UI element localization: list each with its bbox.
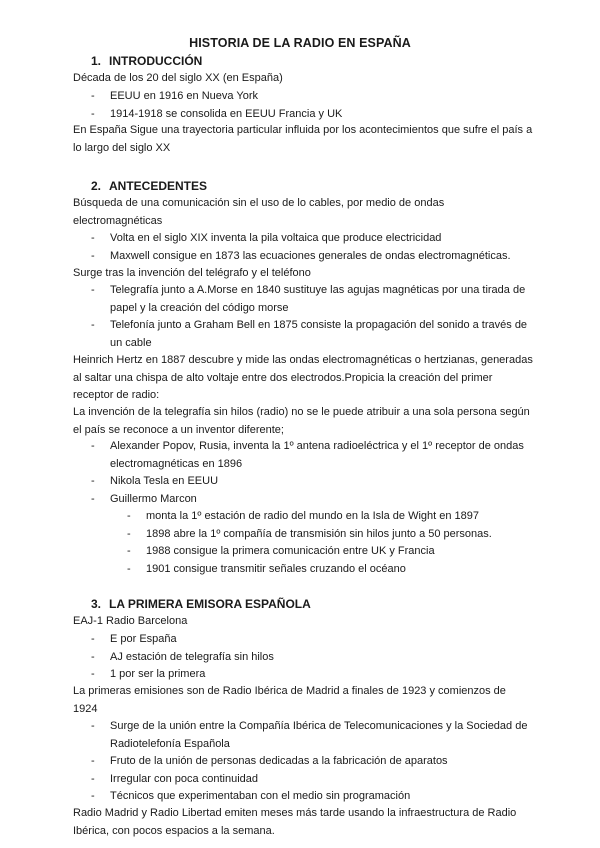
list-item: - 1 por ser la primera: [91, 666, 536, 684]
list-item: - 1914-1918 se consolida en EEUU Francia y UK: [91, 106, 536, 124]
section-3-paragraph-3: Radio Madrid y Radio Libertad emiten meses más tarde usando la infraestructura de Radio Ibérica, con pocos espacios a la semana.: [73, 807, 517, 837]
section-2-heading: [91, 179, 207, 193]
section-3-paragraph-1: EAJ-1 Radio Barcelona: [73, 615, 188, 627]
section-1-paragraph-1: Década de los 20 del siglo XX (en España): [73, 72, 283, 84]
section-2-list-3: [91, 438, 536, 508]
list-item: - Irregular con poca continuidad: [91, 771, 536, 789]
marconi-sublist: [127, 508, 537, 578]
list-item: - Telefonía junto a Graham Bell en 1875 consiste la propagación del sonido a través de un cable: [91, 317, 536, 352]
section-1-heading: [91, 54, 202, 68]
list-item: - Fruto de la unión de personas dedicadas a la fabricación de aparatos: [91, 753, 536, 771]
section-1-title: INTRODUCCIÓN: [109, 54, 203, 68]
list-item: - E por España: [91, 631, 536, 649]
document-title: HISTORIA DE LA RADIO EN ESPAÑA: [189, 36, 411, 50]
list-item: - 1988 consigue la primera comunicación entre UK y Francia: [127, 543, 537, 561]
section-3-list-1: [91, 631, 536, 684]
list-item: - monta la 1º estación de radio del mundo en la Isla de Wight en 1897: [127, 508, 537, 526]
list-item: - Telegrafía junto a A.Morse en 1840 sustituye las agujas magnéticas por una tirada de papel y la creación del código morse: [91, 282, 536, 317]
list-item: - AJ estación de telegrafía sin hilos: [91, 649, 536, 667]
list-item: - Alexander Popov, Rusia, inventa la 1º antena radioeléctrica y el 1º receptor de ondas electromagnéticas en 1896: [91, 438, 536, 473]
section-2-paragraph-1: Búsqueda de una comunicación sin el uso de lo cables, por medio de ondas electromagnéticas: [73, 197, 445, 227]
section-3-heading: [91, 597, 311, 611]
section-3-paragraph-2: La primeras emisiones son de Radio Ibérica de Madrid a finales de 1923 y comienzos de 1924: [73, 685, 506, 715]
list-item: - Maxwell consigue en 1873 las ecuaciones generales de ondas electromagnéticas.: [91, 248, 536, 266]
list-item: - 1898 abre la 1º compañía de transmisión sin hilos junto a 50 personas.: [127, 526, 537, 544]
section-2-title: ANTECEDENTES: [109, 179, 208, 193]
section-3-title: LA PRIMERA EMISORA ESPAÑOLA: [109, 597, 311, 611]
list-item: - EEUU en 1916 en Nueva York: [91, 88, 536, 106]
list-item: - Técnicos que experimentaban con el medio sin programación: [91, 788, 536, 806]
section-1-paragraph-2: En España Sigue una trayectoria particular influida por los acontecimientos que sufre el país a lo largo del siglo XX: [73, 124, 533, 154]
section-3-list-2: [91, 718, 536, 806]
list-item: - Surge de la unión entre la Compañía Ibérica de Telecomunicaciones y la Sociedad de Radiotelefonía Española: [91, 718, 536, 753]
list-item: - Nikola Tesla en EEUU: [91, 473, 536, 491]
section-2-paragraph-4: La invención de la telegrafía sin hilos (radio) no se le puede atribuir a una sola persona según el país se reconoce a un inventor diferente;: [73, 406, 530, 436]
section-1-number: 1.: [91, 54, 102, 68]
section-2-list-2: [91, 282, 536, 352]
section-2-number: 2.: [91, 179, 102, 193]
list-item: - Volta en el siglo XIX inventa la pila voltaica que produce electricidad: [91, 230, 536, 248]
list-item: - 1901 consigue transmitir señales cruzando el océano: [127, 561, 537, 579]
list-item: - Guillermo Marcon: [91, 491, 536, 509]
section-2-list-1: [91, 230, 536, 265]
section-3-number: 3.: [91, 597, 102, 611]
section-2-paragraph-3: Heinrich Hertz en 1887 descubre y mide las ondas electromagnéticas o hertzianas, generadas al saltar una chispa de alto voltaje entre dos electrodos.Propicia la creación del primer receptor de radio:: [73, 354, 533, 401]
section-2-paragraph-2: Surge tras la invención del telégrafo y el teléfono: [73, 267, 311, 279]
section-1-list: [91, 88, 536, 123]
